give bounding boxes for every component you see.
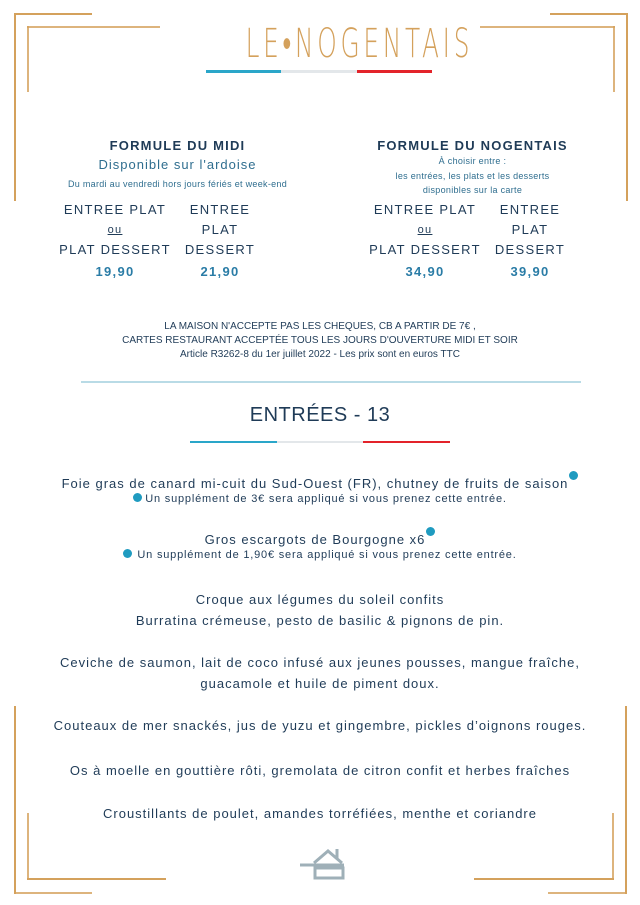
notice-line: LA MAISON N'ACCEPTE PAS LES CHEQUES, CB A PARTIR DE 7€ , <box>164 321 476 332</box>
dish-description: guacamole et huile de piment doux. <box>200 676 440 691</box>
option-line: PLAT DESSERT <box>369 242 481 257</box>
frame-top-right-outer-v <box>626 13 628 201</box>
dish-ceviche <box>40 652 600 694</box>
option-line: PLAT DESSERT <box>59 242 171 257</box>
option-line: DESSERT <box>184 242 256 257</box>
fait-maison-house-icon <box>300 846 350 880</box>
dish-os-a-moelle <box>40 760 600 781</box>
formula-subtitle: Disponible sur l'ardoise <box>98 157 257 172</box>
frame-top-left-inner-h <box>27 26 160 28</box>
option-line: ENTREE PLAT <box>63 202 167 217</box>
frame-bottom-left-inner-h <box>27 878 166 880</box>
frame-bottom-right-inner-h <box>474 878 614 880</box>
supplement-dot-icon <box>426 527 435 536</box>
tricolor-red <box>357 70 432 73</box>
section-tricolor-underline <box>190 441 450 443</box>
formula-midi-option-2 <box>175 200 265 282</box>
frame-bottom-right-outer-v <box>625 706 627 894</box>
formula-detail: Du mardi au vendredi hors jours fériés et week-end <box>67 179 288 189</box>
supplement-dot-icon <box>133 493 142 502</box>
section-title: ENTRÉES - 13 <box>249 404 391 426</box>
dish-croustillants <box>40 803 600 824</box>
option-price: 39,90 <box>510 264 550 279</box>
frame-top-left-outer-v <box>14 13 16 201</box>
option-line: ENTREE <box>189 202 251 217</box>
supplement-dot-icon <box>123 549 132 558</box>
formula-title: FORMULE DU NOGENTAIS <box>377 138 568 153</box>
formula-detail: les entrées, les plats et les desserts <box>395 171 550 181</box>
frame-bottom-right-inner-v <box>612 813 614 880</box>
frame-bottom-right-outer-h <box>548 892 627 894</box>
formula-midi <box>40 138 315 191</box>
tricolor-red <box>363 441 450 443</box>
dish-croque <box>40 589 600 631</box>
notice-line: CARTES RESTAURANT ACCEPTÉE TOUS LES JOURS D'OUVERTURE MIDI ET SOIR <box>122 335 518 346</box>
option-price: 21,90 <box>200 264 240 279</box>
formula-title: FORMULE DU MIDI <box>109 138 246 153</box>
section-divider <box>81 381 581 383</box>
frame-top-left-inner-v <box>27 26 29 92</box>
dish-supplement-note <box>40 493 600 505</box>
dish-name: Croustillants de poulet, amandes torréfiées, menthe et coriandre <box>103 806 537 821</box>
tricolor-white <box>281 70 356 73</box>
tricolor-blue <box>190 441 277 443</box>
dish-foie-gras <box>40 471 600 494</box>
restaurant-logo: LE•NOGENTAIS <box>245 21 474 67</box>
formula-nogentais <box>350 138 595 197</box>
dish-name: Croque aux légumes du soleil confits <box>195 592 445 607</box>
option-line: DESSERT <box>494 242 566 257</box>
option-price: 19,90 <box>95 264 135 279</box>
frame-bottom-left-outer-h <box>14 892 92 894</box>
option-line: PLAT <box>201 222 239 237</box>
option-or: ou <box>417 224 433 236</box>
dish-name: Os à moelle en gouttière rôti, gremolata de citron confit et herbes fraîches <box>69 763 571 778</box>
dish-name: Foie gras de canard mi-cuit du Sud-Ouest (FR), chutney de fruits de saison <box>61 476 569 491</box>
frame-top-right-inner-v <box>613 26 615 92</box>
frame-top-right-outer-h <box>550 13 628 15</box>
formula-detail: À choisir entre : <box>438 156 507 166</box>
formula-detail: disponibles sur la carte <box>422 185 523 195</box>
payment-notice <box>100 320 540 362</box>
formula-midi-option-1 <box>55 200 175 282</box>
dish-supplement-note <box>40 549 600 561</box>
logo-tricolor-underline <box>206 70 432 73</box>
option-line: ENTREE PLAT <box>373 202 477 217</box>
frame-top-left-outer-h <box>14 13 92 15</box>
dish-description: Burratina crémeuse, pesto de basilic & pignons de pin. <box>135 613 505 628</box>
frame-bottom-left-outer-v <box>14 706 16 894</box>
dish-escargots <box>40 527 600 550</box>
frame-bottom-left-inner-v <box>27 813 29 880</box>
option-line: ENTREE <box>499 202 561 217</box>
supplement-dot-icon <box>569 471 578 480</box>
dish-name: Couteaux de mer snackés, jus de yuzu et gingembre, pickles d’oignons rouges. <box>53 718 587 733</box>
option-line: PLAT <box>511 222 549 237</box>
dish-name: Gros escargots de Bourgogne x6 <box>204 532 426 547</box>
tricolor-white <box>277 441 364 443</box>
dish-couteaux <box>40 715 600 736</box>
tricolor-blue <box>206 70 281 73</box>
formula-nogentais-option-2 <box>485 200 575 282</box>
supplement-text: Un supplément de 3€ sera appliqué si vous prenez cette entrée. <box>145 493 507 505</box>
formula-nogentais-option-1 <box>365 200 485 282</box>
frame-top-right-inner-h <box>480 26 615 28</box>
dish-name: Ceviche de saumon, lait de coco infusé aux jeunes pousses, mangue fraîche, <box>60 655 580 670</box>
option-or: ou <box>107 224 123 236</box>
notice-line: Article R3262-8 du 1er juillet 2022 - Les prix sont en euros TTC <box>180 349 460 360</box>
option-price: 34,90 <box>405 264 445 279</box>
supplement-text: Un supplément de 1,90€ sera appliqué si vous prenez cette entrée. <box>137 549 517 561</box>
